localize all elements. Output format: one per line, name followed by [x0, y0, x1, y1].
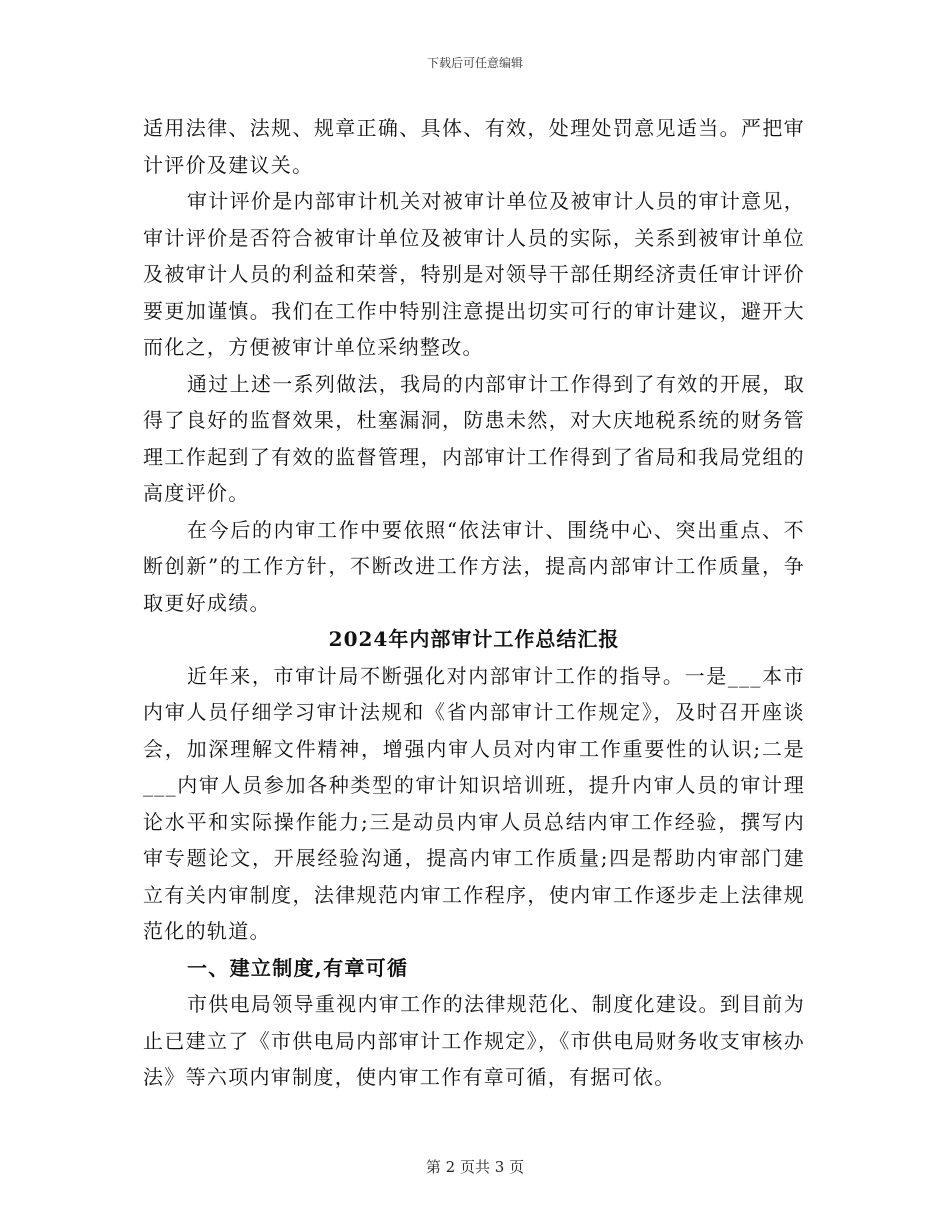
paragraph-5: 近年来，市审计局不断强化对内部审计工作的指导。一是___本市内审人员仔细学习审计法规和《省内部审计工作规定》，及时召开座谈会，加深理解文件精神，增强内审人员对内审工作重要性的认识;二是___内审人员参加各种类型的审计知识培训班，提升内审人员的审计理论水平和实际操作能力;三是动员内审人员总结内审工作经验，撰写内审专题论文，开展经验沟通，提高内审工作质量;四是帮助内审部门建立有关内审制度，法律规范内审工作程序，使内审工作逐步走上法律规范化的轨道。: [143, 663, 805, 943]
paragraph-4: 在今后的内审工作中要依照“依法审计、围绕中心、突出重点、不断创新”的工作方针，不断改进工作方法，提高内部审计工作质量，争取更好成绩。: [143, 517, 805, 615]
page-header: 下载后可任意编辑: [426, 56, 523, 70]
paragraph-1: 适用法律、法规、规章正确、具体、有效，处理处罚意见适当。严把审计评价及建议关。: [143, 116, 805, 177]
paragraph-6: 市供电局领导重视内审工作的法律规范化、制度化建设。到目前为止已建立了《市供电局内部审计工作规定》，《市供电局财务收支审核办法》等六项内审制度，使内审工作有章可循，有据可依。: [143, 992, 805, 1089]
paragraph-2: 审计评价是内部审计机关对被审计单位及被审计人员的审计意见，审计评价是否符合被审计单位及被审计人员的实际，关系到被审计单位及被审计人员的利益和荣誉，特别是对领导干部任期经济责任审计评价要更加谨慎。我们在工作中特别注意提出切实可行的审计建议，避开大而化之，方便被审计单位采纳整改。: [143, 189, 805, 359]
document-body: [143, 110, 805, 1096]
section-heading-1: 一、建立制度,有章可循: [187, 955, 409, 980]
section-title: 2024年内部审计工作总结汇报: [328, 627, 620, 651]
paragraph-3: 通过上述一系列做法，我局的内部审计工作得到了有效的开展，取得了良好的监督效果，杜塞漏洞，防患未然，对大庆地税系统的财务管理工作起到了有效的监督管理，内部审计工作得到了省局和我局党组的高度评价。: [143, 371, 805, 505]
page-number: 第 2 页共 3 页: [425, 1158, 525, 1176]
